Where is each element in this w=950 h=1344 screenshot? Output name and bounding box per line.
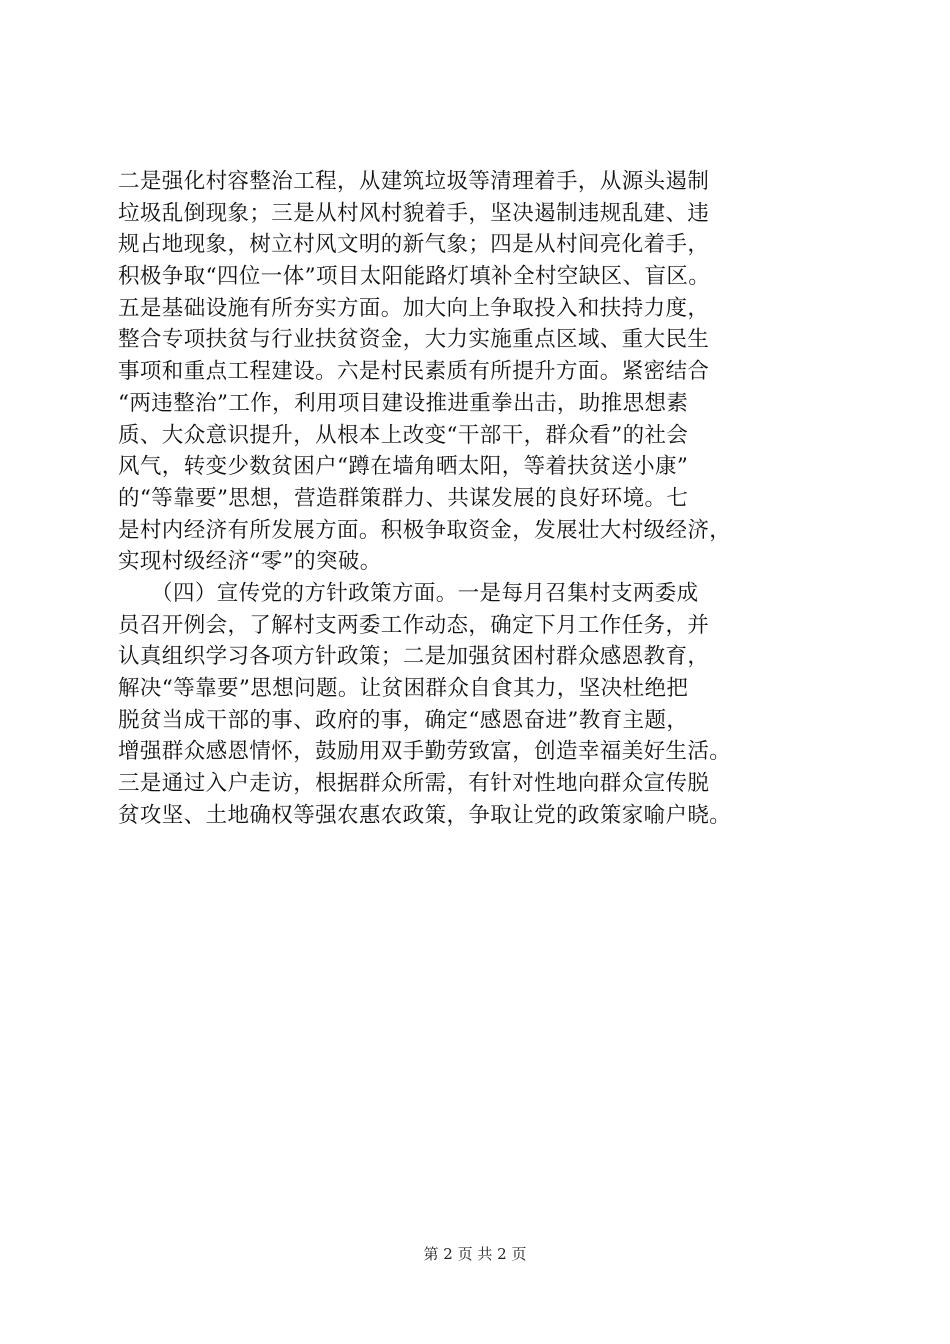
text-line: 三是通过入户走访，根据群众所需，有针对性地向群众宣传脱 bbox=[118, 771, 710, 797]
text-line: 是村内经济有所发展方面。积极争取资金，发展壮大村级经济， bbox=[118, 517, 732, 543]
text-line: “两违整治”工作，利用项目建设推进重拳出击，助推思想素 bbox=[118, 390, 689, 416]
page-footer: 第 2 页 共 2 页 bbox=[423, 1245, 527, 1263]
text-line: 的“等靠要”思想，营造群策群力、共谋发展的良好环境。七 bbox=[118, 485, 689, 511]
text-line: 增强群众感恩情怀，鼓励用双手勤劳致富，创造幸福美好生活。 bbox=[118, 739, 732, 765]
text-line: 实现村级经济“零”的突破。 bbox=[118, 549, 382, 575]
text-line: 整合专项扶贫与行业扶贫资金，大力实施重点区域、重大民生 bbox=[118, 327, 710, 353]
document-body bbox=[118, 166, 858, 831]
text-line: 贫攻坚、土地确权等强农惠农政策，争取让党的政策家喻户晓。 bbox=[118, 802, 732, 828]
text-line: 风气，转变少数贫困户“蹲在墙角晒太阳，等着扶贫送小康” bbox=[118, 454, 689, 480]
text-line: 脱贫当成干部的事、政府的事，确定“感恩奋进”教育主题， bbox=[118, 707, 689, 733]
text-line: 二是强化村容整治工程，从建筑垃圾等清理着手，从源头遏制 bbox=[118, 169, 710, 194]
text-line: 员召开例会，了解村支两委工作动态，确定下月工作任务，并 bbox=[118, 612, 710, 638]
text-line: 解决“等靠要”思想问题。让贫困群众自食其力，坚决杜绝把 bbox=[118, 676, 689, 701]
text-line: 规占地现象，树立村风文明的新气象；四是从村间亮化着手， bbox=[118, 232, 710, 258]
text-line: 积极争取“四位一体”项目太阳能路灯填补全村空缺区、盲区。 bbox=[118, 264, 711, 290]
text-line: 认真组织学习各项方针政策；二是加强贫困村群众感恩教育， bbox=[118, 644, 710, 670]
text-line: （四）宣传党的方针政策方面。一是每月召集村支两委成 bbox=[118, 580, 699, 606]
text-line: 垃圾乱倒现象；三是从村风村貌着手，坚决遏制违规乱建、违 bbox=[118, 200, 710, 226]
text-line: 五是基础设施有所夯实方面。加大向上争取投入和扶持力度， bbox=[118, 295, 710, 321]
text-line: 质、大众意识提升，从根本上改变“干部干，群众看”的社会 bbox=[118, 422, 689, 448]
text-line: 事项和重点工程建设。六是村民素质有所提升方面。紧密结合 bbox=[118, 359, 710, 385]
